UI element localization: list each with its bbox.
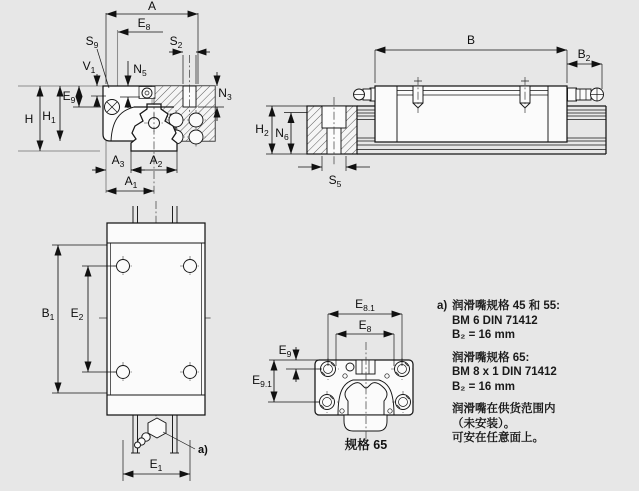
dim-label-h: H bbox=[24, 112, 34, 126]
dim-E8 bbox=[118, 16, 163, 32]
note-line: 润滑嘴在供货范围内 bbox=[452, 403, 556, 415]
dim-label-e8: $E_8$ bbox=[137, 16, 151, 33]
note-line: B₂ = 16 mm bbox=[452, 329, 515, 341]
dim-A1 bbox=[106, 174, 154, 191]
view-size65 bbox=[252, 297, 414, 442]
dim-label-h1: $H_1$ bbox=[42, 109, 56, 126]
dim-label-a: A bbox=[147, 0, 157, 13]
dim-label-b: B bbox=[466, 33, 476, 47]
dim-label-h2: $H_2$ bbox=[255, 122, 269, 139]
hole-icon bbox=[184, 366, 197, 379]
dim-N6 bbox=[275, 113, 307, 155]
dim-B2 bbox=[567, 47, 602, 89]
note-line: （未安装）。 bbox=[452, 417, 516, 430]
dim-label-e81: $E_{8.1}$ bbox=[355, 297, 375, 314]
grease-fitting-icon bbox=[135, 418, 167, 448]
grease-nipple-left-icon bbox=[354, 88, 376, 101]
dim-label-e9: $E_9$ bbox=[62, 89, 76, 106]
dim-label-s2: $S_2$ bbox=[169, 34, 183, 51]
dim-E9-size65 bbox=[269, 343, 322, 382]
dim-E9 bbox=[63, 86, 101, 107]
grease-nipple-icon bbox=[105, 100, 120, 115]
dim-label-e8-size65: $E_8$ bbox=[358, 318, 372, 335]
ball-icon bbox=[189, 130, 203, 144]
view-side bbox=[255, 33, 606, 189]
note-line: 润滑嘴规格 65: bbox=[452, 351, 530, 364]
carriage-side bbox=[375, 86, 567, 142]
note-line: BM 8 x 1 DIN 71412 bbox=[452, 366, 557, 378]
hole-icon bbox=[184, 260, 197, 273]
note-marker-label: a) bbox=[198, 444, 208, 456]
dim-label-a2: $A_2$ bbox=[149, 153, 163, 170]
dim-label-b2: $B_2$ bbox=[577, 47, 591, 64]
note-line: 润滑嘴规格 45 和 55: bbox=[452, 300, 560, 312]
view-cross-section bbox=[18, 0, 232, 195]
dim-E8-size65 bbox=[336, 318, 394, 366]
hole-icon bbox=[117, 260, 130, 273]
dim-label-n3: $N_3$ bbox=[218, 86, 232, 103]
dim-B bbox=[375, 33, 567, 83]
carriage-top-view bbox=[107, 223, 205, 415]
dim-label-n5: $N_5$ bbox=[133, 62, 147, 79]
dim-label-e91: $E_{9.1}$ bbox=[252, 373, 272, 390]
note-leader bbox=[163, 432, 208, 456]
dim-label-s9: $S_9$ bbox=[85, 34, 99, 51]
note-line: BM 6 DIN 71412 bbox=[452, 314, 538, 327]
hole-icon bbox=[117, 366, 130, 379]
dim-H bbox=[25, 86, 40, 151]
dim-label-a3: $A_3$ bbox=[111, 153, 125, 170]
grease-nipple-right-icon bbox=[568, 88, 604, 101]
dim-label-e2: $E_2$ bbox=[70, 306, 84, 323]
dim-label-a1: $A_1$ bbox=[124, 174, 138, 191]
note-marker: a) bbox=[437, 300, 448, 312]
rail-top-strip bbox=[133, 206, 177, 223]
note-line: 可安在任意面上。 bbox=[452, 432, 544, 444]
dim-label-v1: $V_1$ bbox=[82, 59, 96, 76]
rail-tongue bbox=[344, 415, 387, 431]
dim-label-b1: $B_1$ bbox=[41, 306, 55, 323]
threaded-hole-icon bbox=[320, 395, 335, 410]
dim-A bbox=[106, 0, 198, 14]
dim-E91 bbox=[252, 360, 320, 402]
size65-caption: 规格 65 bbox=[344, 438, 388, 452]
dim-label-e9-size65: $E_9$ bbox=[278, 343, 292, 360]
note-block bbox=[437, 299, 632, 446]
note-line: B₂ = 16 mm bbox=[452, 380, 515, 393]
dim-A3 bbox=[92, 153, 145, 170]
threaded-hole-icon bbox=[396, 395, 411, 410]
view-top bbox=[42, 201, 213, 481]
dim-label-e1: $E_1$ bbox=[149, 457, 163, 474]
dim-label-s5: $S_5$ bbox=[328, 173, 342, 190]
dim-label-n6: $N_6$ bbox=[275, 126, 289, 143]
ball-icon bbox=[189, 113, 203, 127]
dim-H1 bbox=[42, 86, 60, 141]
